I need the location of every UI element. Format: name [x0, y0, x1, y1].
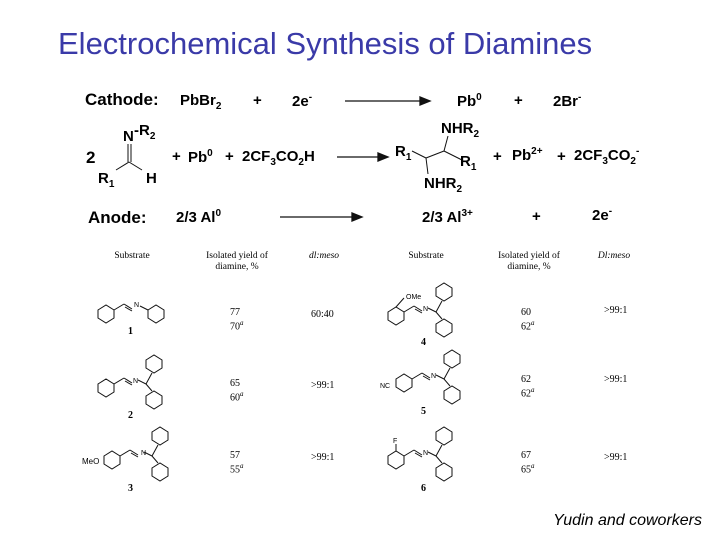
- yield-3-b: 55$^a$: [230, 462, 244, 476]
- product-r1-right: $R_1$: [460, 153, 477, 173]
- ratio-1: 60:40: [311, 309, 334, 320]
- cathode-product-bromide: 2Br-: [553, 92, 582, 110]
- ratio-5: >99:1: [604, 374, 628, 385]
- yield-5-b: 62$^a$: [521, 386, 535, 400]
- yield-5-a: 62: [521, 374, 531, 385]
- substrate-3-n-atom: N: [141, 450, 147, 457]
- product-r1-left: $R_1$: [395, 143, 412, 163]
- ratio-2: >99:1: [311, 380, 335, 391]
- substrate-5-n-atom: N: [431, 373, 437, 380]
- coupling-plus-1: +: [172, 148, 181, 165]
- yield-4-a: 60: [521, 307, 531, 318]
- cathode-electrons: 2e-: [292, 92, 313, 110]
- substrate-1-n-atom: N: [134, 302, 140, 309]
- substrate-5-structure: [374, 345, 484, 415]
- yield-6-a: 67: [521, 450, 531, 461]
- cathode-product-pb0: Pb$^0$: [457, 92, 482, 110]
- substrate-1-number: 1: [128, 326, 133, 337]
- imine-r2-group: $-R_2$: [134, 122, 156, 142]
- substrate-2-n-atom: N: [133, 378, 139, 385]
- cathode-reactant-pbbr2: PbBr$_2$: [180, 92, 222, 112]
- yield-2-b: 60$^a$: [230, 390, 244, 404]
- substrate-6-number: 6: [421, 483, 426, 494]
- anode-electrons: 2e-: [592, 206, 613, 224]
- anode-product: 2/3 $Al^{3+}$: [422, 208, 473, 226]
- header-ratio-left: dl:meso: [308, 251, 340, 261]
- coupling-pb2plus: $Pb^{2+}$: [512, 146, 543, 164]
- coupling-plus-4: +: [557, 148, 566, 165]
- yield-6-b: 65$^a$: [521, 462, 535, 476]
- substrate-4-ome: OMe: [406, 294, 422, 301]
- product-nhr2-top: $NHR_2$: [441, 120, 480, 140]
- yield-2-a: 65: [230, 378, 240, 389]
- anode-reactant: 2/3 Al$^0$: [176, 208, 222, 226]
- header-substrate-left: Substrate: [114, 251, 150, 261]
- header-yield-left: Isolated yield of diamine, %: [206, 251, 268, 272]
- imine-r1-group: $R_1$: [98, 170, 115, 190]
- ratio-4: >99:1: [604, 305, 628, 316]
- yield-1-a: 77: [230, 307, 240, 318]
- coupling-plus-2: +: [225, 148, 234, 165]
- coupling-acetate: $2CF_3CO_2^-$: [574, 146, 640, 167]
- substrate-4-n-atom: N: [423, 306, 429, 313]
- substrate-4-number: 4: [421, 337, 426, 348]
- cathode-plus-2: +: [514, 92, 523, 109]
- slide-title: Electrochemical Synthesis of Diamines: [58, 26, 593, 61]
- coupling-acid: $2CF_3CO_2H$: [242, 148, 315, 168]
- header-substrate-right: Substrate: [408, 251, 444, 261]
- cathode-plus-1: +: [253, 92, 262, 109]
- substrate-5-number: 5: [421, 406, 426, 417]
- coupling-pb0: Pb$^0$: [188, 148, 213, 166]
- anode-label: Anode:: [88, 208, 147, 227]
- substrate-3-number: 3: [128, 483, 133, 494]
- substrate-5-nc: NC: [380, 383, 391, 390]
- yield-4-b: 62$^a$: [521, 319, 535, 333]
- header-yield-right: Isolated yield of diamine, %: [498, 251, 560, 272]
- product-nhr2-bottom: $NHR_2$: [424, 175, 463, 195]
- coupling-plus-3: +: [493, 148, 502, 165]
- yield-1-b: 70$^a$: [230, 319, 244, 333]
- ratio-3: >99:1: [311, 452, 335, 463]
- imine-h-atom: H: [146, 170, 157, 187]
- substrate-3-meo: MeO: [82, 457, 100, 466]
- substrate-2-number: 2: [128, 410, 133, 421]
- credit-text: Yudin and coworkers: [553, 512, 702, 529]
- yield-3-a: 57: [230, 450, 240, 461]
- substrate-6-n-atom: N: [423, 450, 429, 457]
- substrate-6-f: F: [393, 438, 398, 445]
- header-ratio-right: Dl:meso: [597, 251, 631, 261]
- ratio-6: >99:1: [604, 452, 628, 463]
- cathode-label: Cathode:: [85, 90, 159, 109]
- imine-n-atom: N: [123, 128, 134, 145]
- coupling-coefficient: 2: [86, 148, 96, 167]
- anode-plus: +: [532, 208, 541, 225]
